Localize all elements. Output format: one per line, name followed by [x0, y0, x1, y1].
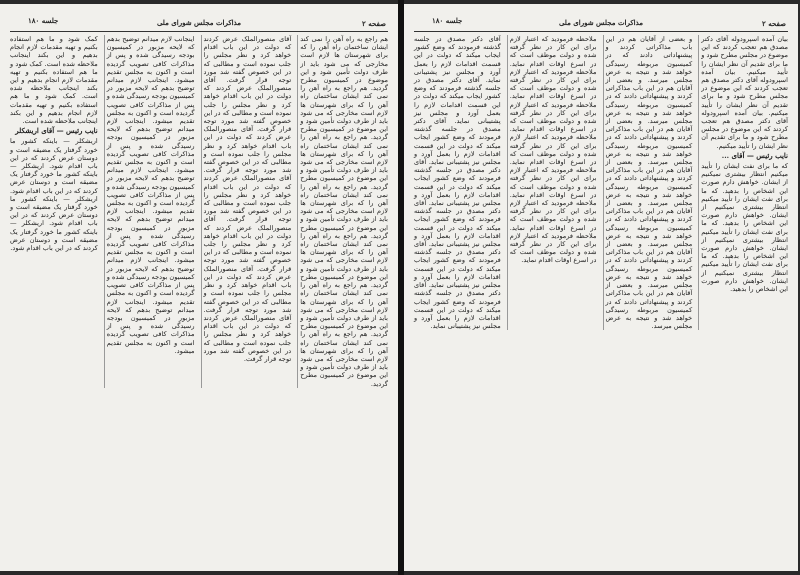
- body-text: هم راجع به راه آهن را نمی کند ایشان ساختمان راه آهن را که برای شهرستان ها لازم است مخارجی که می شود باید از طرف دولت تأمین شود و این موضوع در کمیسیون مطرح گردید.: [300, 133, 388, 191]
- body-text: که ما برای نفت ایشان را تأیید میکنیم انتظار بیشتری نمیکنیم از ایشان. خواهش دارم صورت این اشخاص را بدهید.: [701, 219, 788, 261]
- body-text: که ما برای نفت ایشان را تأیید میکنیم انتظار بیشتری نمیکنیم از ایشان. خواهش دارم صورت این اشخاص را بدهید.: [701, 252, 788, 294]
- header-rule: [10, 31, 388, 32]
- body-text: آقای دکتر مصدق در جلسه گذشته فرمودند که وضع کشور ایجاب میکند که دولت در این قسمت اقدامات لازم را بعمل آورد و مجلس نیز پشتیبانی نماید.: [414, 35, 501, 85]
- body-text: آقای منصورالملک عرض کردند که دولت در این باب اقدام خواهد کرد و نظر مجلس را جلب نموده است و مطالبی که در این خصوص گفته شد مورد توجه قرار گرفت.: [203, 35, 292, 85]
- section-subheading: نایب رئیس — آقای ...: [721, 150, 788, 160]
- body-text: بیان آمده اسپرودوله آقای دکتر مصدق هم تعجب کردند که این موضوع در مجلس مطرح شود و ما برای تقدیم آن نظر ایشان را تأیید میکنیم.: [701, 67, 788, 117]
- body-text: آقای دکتر مصدق در جلسه گذشته فرمودند که وضع کشور ایجاب میکند که دولت در این قسمت اقدامات لازم را بعمل آورد و مجلس نیز پشتیبانی نماید.: [414, 117, 501, 167]
- body-text: اریشکلر — باینکه کشور ما خورد گرفتار یک مضیقه است و دوستان عرض کردند که در این باب اقدام شود.: [10, 137, 98, 171]
- body-text: آقای دکتر مصدق در جلسه گذشته فرمودند که وضع کشور ایجاب میکند که دولت در این قسمت اقدامات لازم را بعمل آورد و مجلس نیز پشتیبانی نماید.: [414, 281, 501, 331]
- body-text: ملاحظه فرمودید که اعتبار لازم برای این کار در نظر گرفته شده و دولت موظف است که در اسرع اوقات اقدام نماید.: [509, 35, 597, 68]
- body-text: کمک شود و ما هم استفاده بکنیم و تهیه مقدمات لازم انجام بدهیم و این بکند اینجانب ملاحظه شده است.: [10, 59, 98, 101]
- body-text: و بعضی از آقایان هم در این باب مذاکراتی کردند و پیشنهاداتی دادند که در کمیسیون مربوطه رسیدگی خواهد شد و نتیجه به عرض مجلس میرسد.: [605, 35, 693, 85]
- body-text: ملاحظه فرمودید که اعتبار لازم برای این کار در نظر گرفته شده و دولت موظف است که در اسرع اوقات اقدام نماید.: [509, 231, 597, 265]
- text-column: [412, 35, 503, 330]
- header-rule: [414, 31, 788, 32]
- text-column: [297, 35, 390, 388]
- body-text: ملاحظه فرمودید که اعتبار لازم برای این کار در نظر گرفته شده و دولت موظف است که در اسرع اوقات اقدام نماید.: [509, 67, 597, 101]
- page-number: صفحه ۲: [362, 19, 386, 28]
- body-text: ملاحظه فرمودید که اعتبار لازم برای این کار در نظر گرفته شده و دولت موظف است که در اسرع اوقات اقدام نماید.: [509, 199, 597, 232]
- body-text: ملاحظه فرمودید که اعتبار لازم برای این کار در نظر گرفته شده و دولت موظف است که در اسرع اوقات اقدام نماید.: [509, 133, 597, 167]
- right-page: [404, 4, 798, 571]
- body-text: هم راجع به راه آهن را نمی کند ایشان ساختمان راه آهن را که برای شهرستان ها لازم است مخارجی که می شود باید از طرف دولت تأمین شود و این موضوع در کمیسیون مطرح گردید.: [300, 84, 388, 142]
- body-text: اینجانب لازم میدانم توضیح بدهم که لایحه مزبور در کمیسیون بودجه رسیدگی شده و پس از مذاکرات کافی تصویب گردیده است و اکنون به مجلس تقدیم میشود.: [106, 117, 195, 175]
- body-text: و بعضی از آقایان هم در این باب مذاکراتی کردند و پیشنهاداتی دادند که در کمیسیون مربوطه رسیدگی خواهد شد و نتیجه به عرض مجلس میرسد.: [605, 281, 693, 331]
- body-text: کمک شود و ما هم استفاده بکنیم و تهیه مقدمات لازم انجام بدهیم و این بکند اینجانب ملاحظه شده است.: [10, 35, 98, 68]
- body-text: کمک شود و ما هم استفاده بکنیم و تهیه مقدمات لازم انجام بدهیم و این بکند اینجانب ملاحظه شده است.: [10, 92, 98, 126]
- body-text: و بعضی از آقایان هم در این باب مذاکراتی کردند و پیشنهاداتی دادند که در کمیسیون مربوطه رسیدگی خواهد شد و نتیجه به عرض مجلس میرسد.: [605, 199, 693, 249]
- body-text: آقای دکتر مصدق در جلسه گذشته فرمودند که وضع کشور ایجاب میکند که دولت در این قسمت اقدامات لازم را بعمل آورد و مجلس نیز پشتیبانی نماید.: [414, 76, 501, 126]
- body-text: اینجانب لازم میدانم توضیح بدهم که لایحه مزبور در کمیسیون بودجه رسیدگی شده و پس از مذاکرات کافی تصویب گردیده است و اکنون به مجلس تقدیم میشود.: [106, 76, 195, 126]
- body-text: آقای منصورالملک عرض کردند که دولت در این باب اقدام خواهد کرد و نظر مجلس را جلب نموده است و مطالبی که در این خصوص گفته شد مورد توجه قرار گرفت.: [203, 125, 292, 175]
- body-text: آقای منصورالملک عرض کردند که دولت در این باب اقدام خواهد کرد و نظر مجلس را جلب نموده است و مطالبی که در این خصوص گفته شد مورد توجه قرار گرفت.: [203, 76, 292, 134]
- body-text: اریشکلر — باینکه کشور ما خورد گرفتار یک مضیقه است و دوستان عرض کردند که در این باب اقدام شود.: [10, 194, 98, 228]
- text-column: [201, 35, 294, 388]
- body-text: هم راجع به راه آهن را نمی کند ایشان ساختمان راه آهن را که برای شهرستان ها لازم است مخارجی که می شود باید از طرف دولت تأمین شود و این موضوع در کمیسیون مطرح گردید.: [300, 35, 388, 93]
- body-text: اینجانب لازم میدانم توضیح بدهم که لایحه مزبور در کمیسیون بودجه رسیدگی شده و پس از مذاکرات کافی تصویب گردیده است و اکنون به مجلس تقدیم میشود.: [106, 207, 195, 265]
- text-column: [603, 35, 695, 330]
- body-text: آقای منصورالملک عرض کردند که دولت در این باب اقدام خواهد کرد و نظر مجلس را جلب نموده است و مطالبی که در این خصوص گفته شد مورد توجه قرار گرفت.: [203, 313, 292, 363]
- text-column: [8, 35, 100, 388]
- text-column: [698, 35, 790, 330]
- section-subheading: نایب رئیس — آقای اریشکلر: [15, 126, 98, 136]
- session-number: جلسه ۱۸۰: [432, 16, 463, 25]
- body-text: ملاحظه فرمودید که اعتبار لازم برای این کار در نظر گرفته شده و دولت موظف است که در اسرع اوقات اقدام نماید.: [509, 100, 597, 134]
- body-text: هم راجع به راه آهن را نمی کند ایشان ساختمان راه آهن را که برای شهرستان ها لازم است مخارجی که می شود باید از طرف دولت تأمین شود و این موضوع در کمیسیون مطرح گردید.: [300, 330, 388, 388]
- body-text: آقای دکتر مصدق در جلسه گذشته فرمودند که وضع کشور ایجاب میکند که دولت در این قسمت اقدامات لازم را بعمل آورد و مجلس نیز پشتیبانی نماید.: [414, 158, 501, 208]
- body-text: آقای دکتر مصدق در جلسه گذشته فرمودند که وضع کشور ایجاب میکند که دولت در این قسمت اقدامات لازم را بعمل آورد و مجلس نیز پشتیبانی نماید.: [414, 199, 501, 249]
- body-text: که ما برای نفت ایشان را تأیید میکنیم انتظار بیشتری نمیکنیم از ایشان. خواهش دارم صورت این اشخاص را بدهید.: [701, 186, 788, 228]
- body-text: بیان آمده اسپرودوله آقای دکتر مصدق هم تعجب کردند که این موضوع در مجلس مطرح شود و ما برای تقدیم آن نظر ایشان را تأیید میکنیم.: [701, 108, 788, 150]
- publication-title: مذاکرات مجلس شورای ملی: [558, 18, 644, 27]
- body-text: آقای منصورالملک عرض کردند که دولت در این باب اقدام خواهد کرد و نظر مجلس را جلب نموده است و مطالبی که در این خصوص گفته شد مورد توجه قرار گرفت.: [203, 174, 292, 224]
- body-text: و بعضی از آقایان هم در این باب مذاکراتی کردند و پیشنهاداتی دادند که در کمیسیون مربوطه رسیدگی خواهد شد و نتیجه به عرض مجلس میرسد.: [605, 240, 693, 290]
- body-text: اینجانب لازم میدانم توضیح بدهم که لایحه مزبور در کمیسیون بودجه رسیدگی شده و پس از مذاکرات کافی تصویب گردیده است و اکنون به مجلس تقدیم میشود.: [106, 297, 195, 355]
- left-page: [0, 4, 398, 571]
- body-text: و بعضی از آقایان هم در این باب مذاکراتی کردند و پیشنهاداتی دادند که در کمیسیون مربوطه رسیدگی خواهد شد و نتیجه به عرض مجلس میرسد.: [605, 76, 693, 126]
- text-columns: [8, 35, 390, 388]
- body-text: آقای دکتر مصدق در جلسه گذشته فرمودند که وضع کشور ایجاب میکند که دولت در این قسمت اقدامات لازم را بعمل آورد و مجلس نیز پشتیبانی نماید.: [414, 240, 501, 290]
- text-columns: [412, 35, 790, 330]
- publication-title: مذاکرات مجلس شورای ملی: [156, 18, 242, 27]
- text-column: [507, 35, 599, 330]
- body-text: و بعضی از آقایان هم در این باب مذاکراتی کردند و پیشنهاداتی دادند که در کمیسیون مربوطه رسیدگی خواهد شد و نتیجه به عرض مجلس میرسد.: [605, 158, 693, 208]
- body-text: هم راجع به راه آهن را نمی کند ایشان ساختمان راه آهن را که برای شهرستان ها لازم است مخارجی که می شود باید از طرف دولت تأمین شود و این موضوع در کمیسیون مطرح گردید.: [300, 182, 388, 240]
- text-column: [104, 35, 197, 388]
- body-text: هم راجع به راه آهن را نمی کند ایشان ساختمان راه آهن را که برای شهرستان ها لازم است مخارجی که می شود باید از طرف دولت تأمین شود و این موضوع در کمیسیون مطرح گردید.: [300, 281, 388, 339]
- body-text: آقای منصورالملک عرض کردند که دولت در این باب اقدام خواهد کرد و نظر مجلس را جلب نموده است و مطالبی که در این خصوص گفته شد مورد توجه قرار گرفت.: [203, 215, 292, 273]
- body-text: اینجانب لازم میدانم توضیح بدهم که لایحه مزبور در کمیسیون بودجه رسیدگی شده و پس از مذاکرات کافی تصویب گردیده است و اکنون به مجلس تقدیم میشود.: [106, 166, 195, 216]
- body-text: و بعضی از آقایان هم در این باب مذاکراتی کردند و پیشنهاداتی دادند که در کمیسیون مربوطه رسیدگی خواهد شد و نتیجه به عرض مجلس میرسد.: [605, 117, 693, 167]
- body-text: اریشکلر — باینکه کشور ما خورد گرفتار یک مضیقه است و دوستان عرض کردند که در این باب اقدام شود.: [10, 162, 98, 195]
- body-text: بیان آمده اسپرودوله آقای دکتر مصدق هم تعجب کردند که این موضوع در مجلس مطرح شود و ما برای تقدیم آن نظر ایشان را تأیید میکنیم.: [701, 35, 788, 76]
- body-text: هم راجع به راه آهن را نمی کند ایشان ساختمان راه آهن را که برای شهرستان ها لازم است مخارجی که می شود باید از طرف دولت تأمین شود و این موضوع در کمیسیون مطرح گردید.: [300, 231, 388, 290]
- body-text: اریشکلر — باینکه کشور ما خورد گرفتار یک مضیقه است و دوستان عرض کردند که در این باب اقدام شود.: [10, 219, 98, 253]
- session-number: جلسه ۱۸۰: [28, 16, 59, 25]
- body-text: اینجانب لازم میدانم توضیح بدهم که لایحه مزبور در کمیسیون بودجه رسیدگی شده و پس از مذاکرات کافی تصویب گردیده است و اکنون به مجلس تقدیم میشود.: [106, 35, 195, 85]
- body-text: که ما برای نفت ایشان را تأیید میکنیم انتظار بیشتری نمیکنیم از ایشان. خواهش دارم صورت این اشخاص را بدهید.: [701, 162, 788, 195]
- page-header: [412, 16, 790, 30]
- body-text: ملاحظه فرمودید که اعتبار لازم برای این کار در نظر گرفته شده و دولت موظف است که در اسرع اوقات اقدام نماید.: [509, 166, 597, 199]
- page-number: صفحه ۲: [762, 19, 786, 28]
- body-text: آقای منصورالملک عرض کردند که دولت در این باب اقدام خواهد کرد و نظر مجلس را جلب نموده است و مطالبی که در این خصوص گفته شد مورد توجه قرار گرفت.: [203, 264, 292, 314]
- page-header: [8, 16, 390, 30]
- body-text: اینجانب لازم میدانم توضیح بدهم که لایحه مزبور در کمیسیون بودجه رسیدگی شده و پس از مذاکرات کافی تصویب گردیده است و اکنون به مجلس تقدیم میشود.: [106, 256, 195, 306]
